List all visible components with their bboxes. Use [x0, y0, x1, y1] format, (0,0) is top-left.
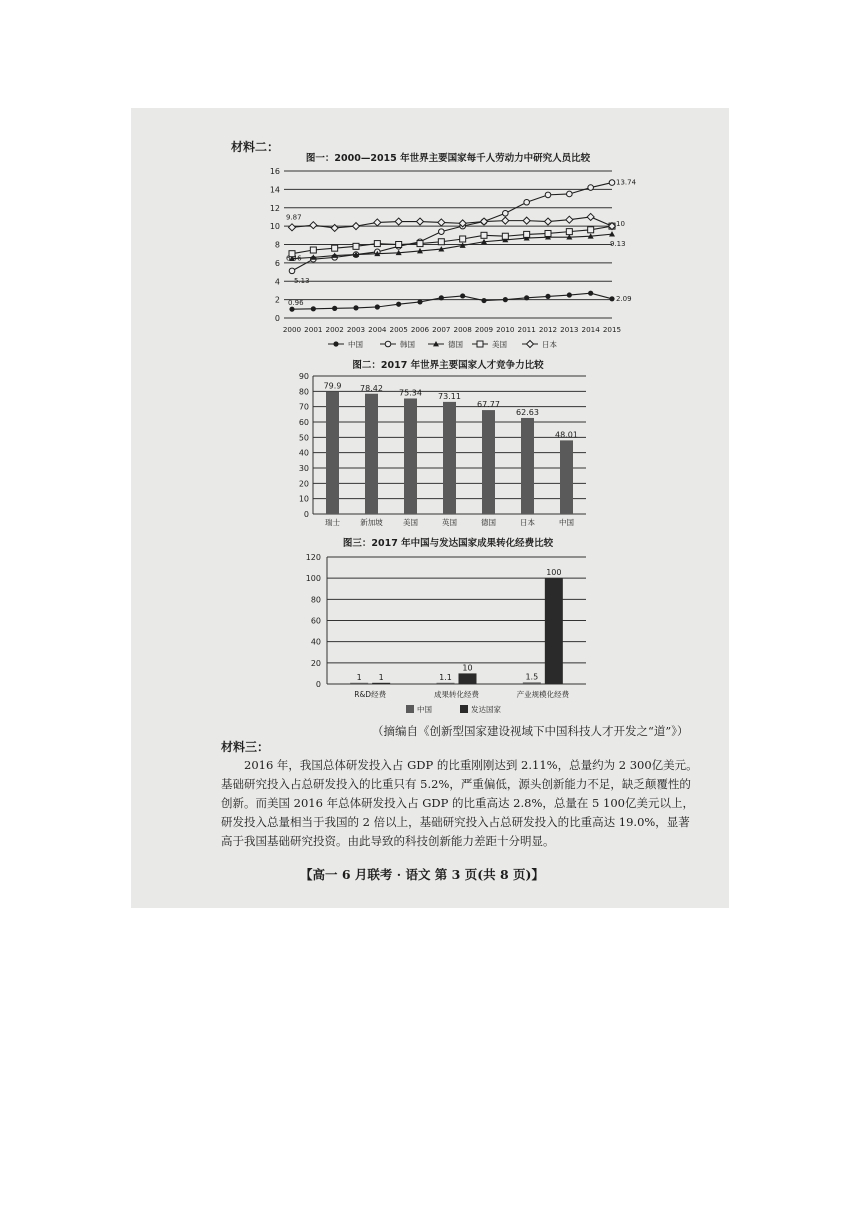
chart1-point-4: [502, 217, 509, 224]
chart1-point-4: [417, 218, 424, 225]
chart3-y-tick: 20: [310, 658, 321, 668]
chart2-y-tick: 40: [298, 448, 309, 458]
chart1-point-4: [395, 218, 402, 225]
chart2-bar: [326, 391, 339, 514]
chart2-y-tick: 30: [298, 464, 309, 473]
chart1-point-0: [567, 292, 572, 297]
chart1-point-3: [438, 239, 444, 245]
chart2-x-tick: 德国: [481, 518, 496, 527]
chart3-bar-0: [350, 683, 368, 684]
chart2-x-tick: 新加坡: [360, 518, 383, 527]
material2-label: 材料二：: [231, 140, 280, 154]
chart2-value-label: 79.9: [323, 381, 342, 391]
chart2-x-tick: 日本: [520, 518, 535, 527]
chart1-point-3: [310, 247, 316, 253]
chart1-point-0: [396, 302, 401, 307]
chart1-point-3: [353, 243, 359, 249]
chart3-y-tick: 60: [310, 616, 321, 626]
chart1-point-1: [289, 268, 295, 274]
chart1-y-tick: 14: [269, 185, 280, 195]
chart1-point-4: [523, 217, 530, 224]
chart1-point-4: [566, 216, 573, 223]
chart1-point-3: [460, 236, 466, 242]
chart1-legend-marker: [333, 341, 338, 346]
chart1-point-0: [460, 293, 465, 298]
chart2-y-tick: 20: [298, 479, 309, 489]
chart1-point-3: [545, 230, 551, 236]
chart1-researchers-line: [270, 152, 637, 349]
chart1-y-tick: 0: [274, 314, 280, 323]
chart3-funding-bar: [306, 537, 586, 714]
chart2-x-tick: 英国: [442, 518, 457, 527]
chart1-legend-marker: [527, 341, 534, 348]
chart1-legend-label: 韩国: [400, 340, 415, 349]
chart3-y-tick: 40: [310, 637, 321, 647]
chart2-bar: [560, 440, 573, 514]
chart1-point-0: [439, 295, 444, 300]
chart3-legend-swatch: [406, 705, 414, 713]
chart2-y-tick: 80: [298, 387, 309, 397]
chart1-x-tick: 2001: [304, 325, 323, 334]
chart3-value-label: 1: [378, 672, 384, 682]
chart1-point-1: [567, 191, 573, 197]
chart2-bar: [443, 402, 456, 514]
chart2-bar: [521, 418, 534, 514]
chart3-bar-1: [459, 673, 477, 684]
chart1-point-4: [374, 219, 381, 226]
chart1-point-4: [353, 223, 360, 230]
chart1-series-line-0: [292, 293, 612, 309]
chart1-point-label: 9.13: [610, 240, 626, 249]
chart1-point-3: [524, 231, 530, 237]
chart3-y-tick: 0: [315, 680, 321, 689]
chart1-y-tick: 6: [274, 258, 280, 268]
chart2-value-label: 78.42: [360, 383, 383, 393]
chart1-point-3: [502, 233, 508, 239]
chart2-value-label: 75.34: [399, 388, 422, 398]
chart1-y-tick: 4: [274, 277, 280, 287]
chart1-point-4: [587, 213, 594, 220]
chart3-x-tick: 产业规模化经费: [516, 690, 570, 699]
chart1-point-0: [524, 295, 529, 300]
chart1-point-label: 13.74: [616, 178, 637, 187]
chart2-y-tick: 10: [298, 494, 309, 504]
chart2-y-tick: 50: [298, 433, 309, 443]
chart1-x-tick: 2012: [538, 325, 558, 334]
chart1-point-3: [332, 245, 338, 251]
chart1-point-label: 5.13: [294, 276, 310, 285]
chart1-point-1: [588, 185, 594, 191]
chart3-value-label: 1.1: [439, 672, 452, 682]
chart1-y-tick: 10: [269, 222, 280, 232]
chart1-point-0: [375, 304, 380, 309]
chart1-point-4: [289, 224, 296, 231]
chart1-point-0: [545, 294, 550, 299]
source-note: （摘编自《创新型国家建设视域下中国科技人才开发之“道”》）: [372, 724, 689, 738]
chart3-legend-label: 中国: [417, 705, 432, 714]
chart1-series-line-2: [292, 234, 612, 259]
chart2-x-tick: 美国: [403, 518, 418, 527]
chart3-y-tick: 80: [310, 595, 321, 605]
chart1-x-tick: 2004: [368, 325, 387, 334]
chart1-point-3: [417, 241, 423, 247]
chart1-point-0: [588, 291, 593, 296]
chart1-point-1: [503, 210, 509, 216]
chart3-legend-swatch: [460, 705, 468, 713]
chart1-point-1: [524, 199, 530, 205]
chart2-x-tick: 中国: [559, 518, 574, 527]
chart1-point-4: [331, 224, 338, 231]
material3-paragraph: 2016 年，我国总体研发投入占 GDP 的比重刚刚达到 2.11%，总量约为 2 300亿美元。基础研究投入占总研发投入的比重只有 5.2%，严重偏低，源头创新能力不足，缺乏颠覆性的创新。而美国 2016 年总体研发投入占 GDP 的比重高达 2.8%，总量在 5 100亿美元以上，研发投入总量相当于我国的 2 倍以上，基础研究投入占总研发投入的比重高达 19.0%，显著高于我国基础研究投资。由此导致的科技创新能力差距十分明显。: [221, 758, 698, 848]
chart1-point-3: [374, 241, 380, 247]
chart1-point-0: [353, 305, 358, 310]
chart1-x-tick: 2015: [602, 325, 622, 334]
chart1-point-0: [332, 306, 337, 311]
material3-text: [221, 756, 701, 851]
chart1-x-tick: 2006: [410, 325, 430, 334]
chart1-point-4: [310, 222, 317, 229]
chart1-series-line-1: [292, 183, 612, 271]
chart1-x-tick: 2005: [389, 325, 408, 334]
chart1-point-3: [481, 232, 487, 238]
chart1-point-4: [545, 218, 552, 225]
chart1-x-tick: 2003: [346, 325, 366, 334]
material3-label: 材料三：: [221, 740, 270, 754]
chart2-value-label: 73.11: [438, 391, 461, 401]
chart1-point-0: [311, 306, 316, 311]
chart2-x-tick: 瑞士: [325, 518, 340, 527]
chart3-title: 图三：2017 年中国与发达国家成果转化经费比较: [342, 538, 554, 549]
chart2-bar: [404, 398, 417, 514]
chart1-legend-label: 日本: [542, 340, 557, 349]
chart1-y-tick: 16: [269, 167, 280, 176]
chart1-x-tick: 2007: [432, 325, 451, 334]
chart2-bar: [482, 410, 495, 514]
chart1-point-1: [609, 180, 615, 186]
chart1-point-label: 0.96: [288, 299, 304, 308]
chart1-point-0: [503, 297, 508, 302]
chart1-point-3: [588, 227, 594, 233]
chart3-value-label: 1.5: [525, 672, 539, 682]
chart1-x-tick: 2010: [496, 325, 515, 334]
chart2-y-tick: 0: [303, 510, 309, 519]
chart3-value-label: 1: [356, 672, 362, 682]
chart2-talent-bar: [299, 359, 586, 527]
chart1-point-0: [481, 298, 486, 303]
chart3-bar-0: [437, 683, 455, 684]
chart1-point-label: 6.46: [286, 254, 302, 263]
chart1-legend-label: 中国: [348, 340, 363, 349]
chart1-y-tick: 2: [274, 295, 280, 305]
chart3-bar-1: [372, 683, 390, 684]
chart1-point-0: [289, 307, 294, 312]
chart3-bar-1: [545, 578, 563, 684]
chart1-point-4: [438, 219, 445, 226]
chart1-x-tick: 2008: [453, 325, 472, 334]
chart3-value-label: 100: [546, 568, 562, 578]
chart1-point-label: 9.87: [286, 213, 302, 222]
chart1-legend-marker: [477, 341, 483, 347]
chart1-point-label: 10: [616, 220, 625, 229]
chart1-point-1: [439, 229, 445, 235]
chart2-bar: [365, 394, 378, 514]
chart2-title: 图二：2017 年世界主要国家人才竞争力比较: [352, 360, 544, 371]
chart3-y-tick: 120: [305, 553, 321, 562]
chart1-legend-marker: [385, 341, 391, 347]
chart1-y-tick: 12: [269, 203, 280, 213]
chart2-value-label: 48.01: [555, 430, 578, 440]
chart3-x-tick: 成果转化经费: [434, 690, 479, 699]
chart1-point-1: [545, 192, 551, 198]
chart1-legend-label: 美国: [492, 340, 507, 349]
chart3-x-tick: R&D经费: [354, 690, 387, 699]
chart1-point-3: [566, 229, 572, 235]
chart2-value-label: 67.77: [477, 400, 500, 410]
chart3-legend-label: 发达国家: [471, 705, 501, 714]
chart3-value-label: 10: [462, 663, 473, 673]
chart1-title: 图一：2000—2015 年世界主要国家每千人劳动力中研究人员比较: [305, 153, 591, 164]
chart1-point-4: [481, 218, 488, 225]
chart1-x-tick: 2011: [517, 325, 536, 334]
chart1-x-tick: 2002: [325, 325, 344, 334]
chart2-y-tick: 90: [298, 372, 309, 381]
chart1-point-label: 2.09: [616, 294, 632, 303]
chart1-point-3: [396, 242, 402, 248]
chart1-x-tick: 2009: [474, 325, 494, 334]
chart1-x-tick: 2014: [581, 325, 600, 334]
chart2-y-tick: 70: [298, 402, 309, 412]
chart1-legend-label: 德国: [448, 340, 463, 349]
chart3-bar-0: [523, 682, 541, 684]
chart1-y-tick: 8: [274, 240, 280, 250]
page-footer: 【高一 6 月联考 · 语文 第 3 页(共 8 页)】: [300, 867, 544, 882]
chart2-value-label: 62.63: [516, 407, 539, 417]
chart3-y-tick: 100: [305, 574, 321, 584]
chart2-y-tick: 60: [298, 418, 309, 427]
chart1-x-tick: 2013: [560, 325, 579, 334]
chart1-series-line-3: [292, 226, 612, 254]
chart1-x-tick: 2000: [282, 325, 302, 334]
chart1-point-0: [417, 299, 422, 304]
chart1-point-0: [609, 296, 614, 301]
